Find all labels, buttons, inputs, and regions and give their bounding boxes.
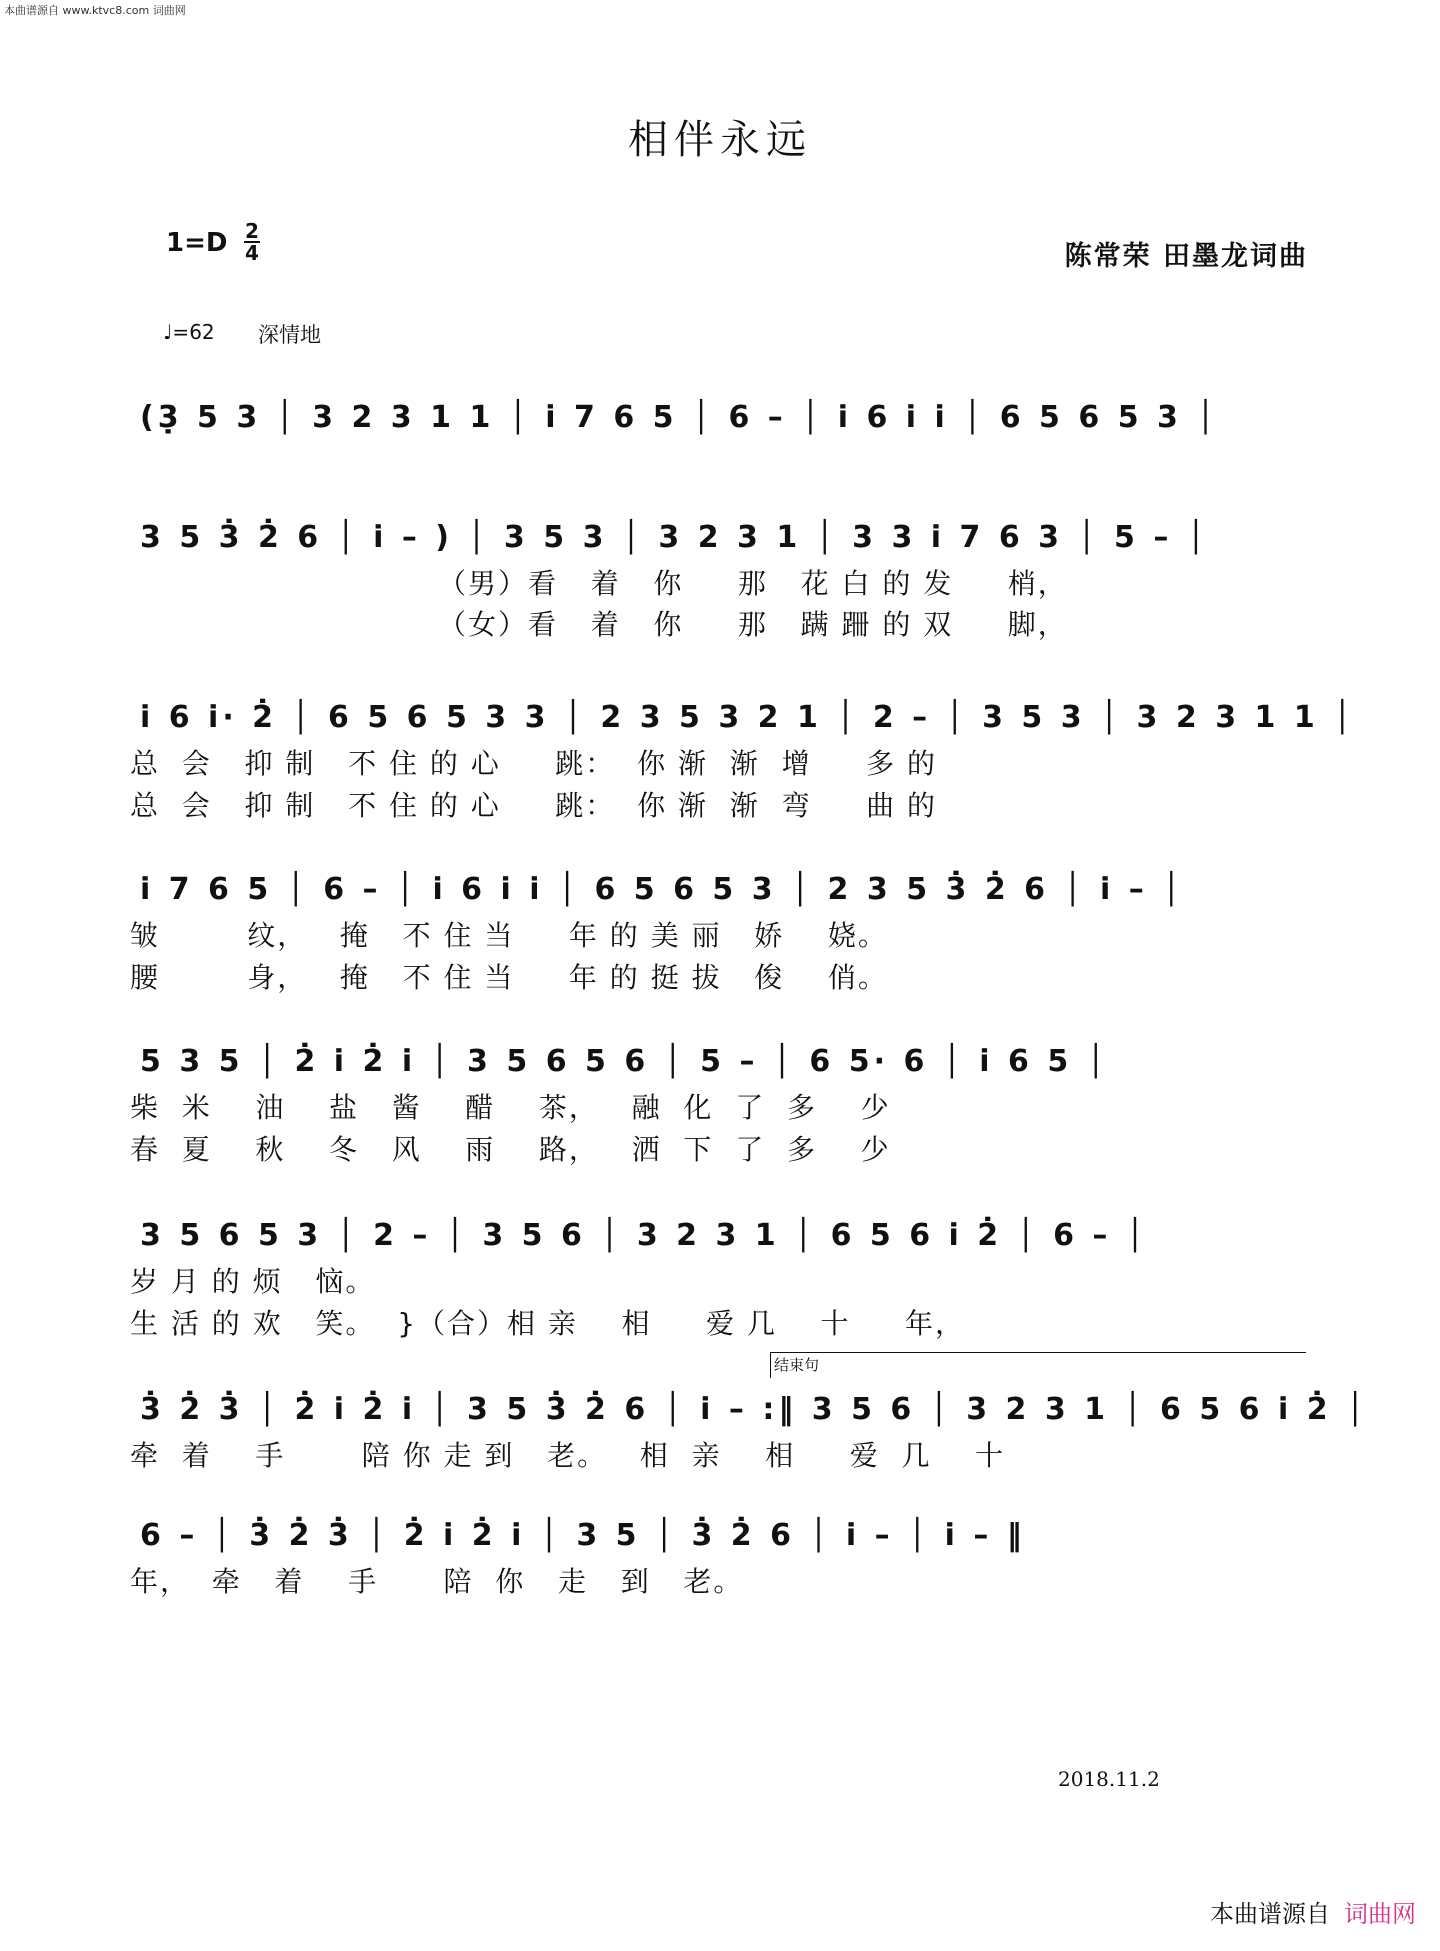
notation-line: 3̇ 2̇ 3̇ │ 2̇ i̇ 2̇ i̇ │ 3 5 3̇ 2̇ 6 │ i̇ – :‖ 3 5 6 │ 3 2 3 1 │ 6 5 6 i̇ 2̇ │ xyxy=(140,1392,1369,1427)
notation-line: 5 3 5 │ 2̇ i̇ 2̇ i̇ │ 3 5 6 5 6 │ 5 – │ 6 5· 6 │ i̇ 6 5 │ xyxy=(140,1044,1109,1079)
key-signature: 1=D xyxy=(166,228,228,258)
notation-line: 6 – │ 3̇ 2̇ 3̇ │ 2̇ i̇ 2̇ i̇ │ 3 5 │ 3̇ 2̇ 6 │ i̇ – │ i̇ – ‖ xyxy=(140,1518,1026,1553)
notation-line: 3 5 6 5 3 │ 2 – │ 3 5 6 │ 3 2 3 1 │ 6 5 6 i̇ 2̇ │ 6 – │ xyxy=(140,1218,1148,1253)
lyric-line: 年， 牵 着 手 陪 你 走 到 老。 xyxy=(130,1565,744,1598)
composer-credit: 陈常荣 田墨龙词曲 xyxy=(1064,241,1308,272)
time-sig-bottom: 4 xyxy=(245,241,259,265)
lyric-line: 春 夏 秋 冬 风 雨 路， 洒 下 了 多 少 xyxy=(130,1133,891,1166)
notation-line: i̇ 7 6 5 │ 6 – │ i̇ 6 i̇ i̇ │ 6 5 6 5 3 │ 2 3 5 3̇ 2̇ 6 │ i̇ – │ xyxy=(140,872,1185,907)
lyric-line: （男）看 着 你 那 花 白 的 发 梢， xyxy=(438,567,1068,600)
date: 2018.11.2 xyxy=(1058,1767,1160,1791)
lyric-line: 腰 身， 掩 不 住 当 年 的 挺 拔 俊 俏。 xyxy=(130,961,888,994)
time-sig-top: 2 xyxy=(245,219,259,243)
notation-line: 3 5 3̇ 2̇ 6 │ i̇ – ) │ 3 5 3 │ 3 2 3 1 │ 3 3 i̇ 7 6 3 │ 5 – │ xyxy=(140,520,1209,555)
expression-mark: 深情地 xyxy=(258,323,321,347)
lyric-line: （女）看 着 你 那 蹒 跚 的 双 脚， xyxy=(438,608,1068,641)
watermark-top: 本曲谱源自 www.ktvc8.com 词曲网 xyxy=(4,4,186,17)
lyric-line: 牵 着 手 陪 你 走 到 老。 相 亲 相 爱 几 十 xyxy=(130,1439,1006,1472)
tempo-mark: ♩=62 xyxy=(163,320,215,344)
lyric-line: 总 会 抑 制 不 住 的 心 跳： 你 渐 渐 弯 曲 的 xyxy=(130,789,938,822)
lyric-line: 皱 纹， 掩 不 住 当 年 的 美 丽 娇 娆。 xyxy=(130,919,888,952)
ending-label: 结束句 xyxy=(774,1356,820,1374)
watermark-bottom-a: 本曲谱源自 xyxy=(1210,1900,1330,1928)
watermark-bottom xyxy=(1210,1894,1416,1929)
notation-line: i̇ 6 i̇· 2̇ │ 6 5 6 5 3 3 │ 2 3 5 3 2 1 │ 2 – │ 3 5 3 │ 3 2 3 1 1 │ xyxy=(140,700,1356,735)
page-title: 相伴永远 xyxy=(628,117,812,163)
lyric-line: 总 会 抑 制 不 住 的 心 跳： 你 渐 渐 增 多 的 xyxy=(130,747,938,780)
lyric-line: 柴 米 油 盐 酱 醋 茶， 融 化 了 多 少 xyxy=(130,1091,891,1124)
lyric-line: 生 活 的 欢 笑。 }（合）相 亲 相 爱 几 十 年， xyxy=(130,1307,966,1340)
watermark-bottom-b: 词曲网 xyxy=(1344,1900,1416,1928)
lyric-line: 岁 月 的 烦 恼。 xyxy=(130,1265,376,1298)
notation-line: (3̣ 5 3 │ 3 2 3 1 1 │ i̇ 7 6 5 │ 6 – │ i̇ 6 i̇ i̇ │ 6 5 6 5 3 │ xyxy=(140,400,1219,435)
